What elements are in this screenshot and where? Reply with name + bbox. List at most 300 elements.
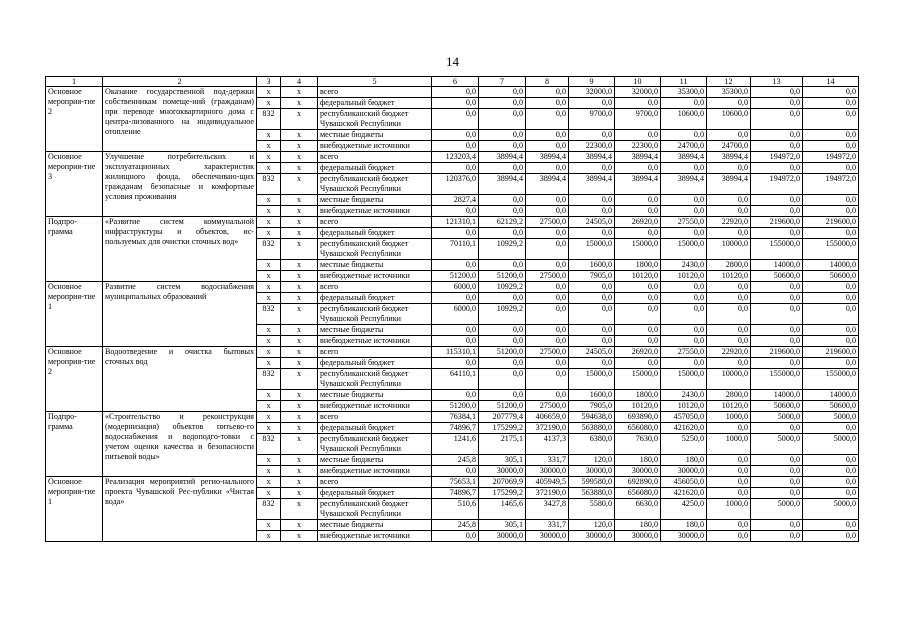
year-amount: 0,0 xyxy=(751,163,803,174)
budget-code: x xyxy=(257,325,281,336)
funding-source: внебюджетные источники xyxy=(318,206,432,217)
year-amount: 0,0 xyxy=(707,455,751,466)
year-amount: 406659,0 xyxy=(526,412,569,423)
budget-table xyxy=(45,76,859,542)
year-amount: 0,0 xyxy=(479,260,526,271)
year-amount: 0,0 xyxy=(803,423,859,434)
year-amount: 0,0 xyxy=(479,87,526,98)
column-number-10: 10 xyxy=(615,77,661,87)
year-amount: 0,0 xyxy=(707,336,751,347)
section-code: x xyxy=(281,455,318,466)
funding-source: внебюджетные источники xyxy=(318,336,432,347)
year-amount: 10120,0 xyxy=(661,271,707,282)
year-amount: 219600,0 xyxy=(751,217,803,228)
year-amount: 50600,0 xyxy=(751,271,803,282)
column-number-4: 4 xyxy=(281,77,318,87)
year-amount: 155000,0 xyxy=(751,239,803,260)
year-amount: 0,0 xyxy=(707,488,751,499)
year-amount: 14000,0 xyxy=(803,260,859,271)
year-amount: 1000,0 xyxy=(707,499,751,520)
budget-code: x xyxy=(257,163,281,174)
year-amount: 0,0 xyxy=(707,304,751,325)
year-amount: 10929,2 xyxy=(479,304,526,325)
section-code: x xyxy=(281,109,318,130)
year-amount: 0,0 xyxy=(707,98,751,109)
year-amount: 0,0 xyxy=(803,520,859,531)
year-amount: 0,0 xyxy=(803,477,859,488)
year-amount: 121310,1 xyxy=(432,217,479,228)
year-amount: 50600,0 xyxy=(803,401,859,412)
year-amount: 0,0 xyxy=(661,228,707,239)
year-amount: 0,0 xyxy=(432,390,479,401)
year-amount: 0,0 xyxy=(432,531,479,542)
year-amount: 245,8 xyxy=(432,520,479,531)
column-number-8: 8 xyxy=(526,77,569,87)
section-code: x xyxy=(281,130,318,141)
year-amount: 15000,0 xyxy=(615,239,661,260)
year-amount: 5250,0 xyxy=(661,434,707,455)
year-amount: 0,0 xyxy=(569,130,615,141)
year-amount: 38994,4 xyxy=(615,174,661,195)
year-amount: 0,0 xyxy=(707,195,751,206)
year-amount: 194972,0 xyxy=(751,174,803,195)
year-amount: 0,0 xyxy=(751,488,803,499)
funding-source: внебюджетные источники xyxy=(318,466,432,477)
section-code: x xyxy=(281,260,318,271)
year-amount: 1241,6 xyxy=(432,434,479,455)
year-amount: 0,0 xyxy=(751,325,803,336)
funding-source: федеральный бюджет xyxy=(318,423,432,434)
year-amount: 0,0 xyxy=(803,195,859,206)
year-amount: 0,0 xyxy=(432,358,479,369)
year-amount: 0,0 xyxy=(751,293,803,304)
year-amount: 0,0 xyxy=(432,141,479,152)
funding-source: всего xyxy=(318,347,432,358)
budget-code: x xyxy=(257,98,281,109)
year-amount: 10929,2 xyxy=(479,282,526,293)
year-amount: 0,0 xyxy=(751,520,803,531)
year-amount: 0,0 xyxy=(661,293,707,304)
budget-code: 832 xyxy=(257,109,281,130)
year-amount: 0,0 xyxy=(479,336,526,347)
year-amount: 24505,0 xyxy=(569,217,615,228)
year-amount: 38994,4 xyxy=(479,174,526,195)
year-amount: 115310,1 xyxy=(432,347,479,358)
funding-source: республиканский бюджет Чувашской Республики xyxy=(318,434,432,455)
year-amount: 24700,0 xyxy=(707,141,751,152)
section-code: x xyxy=(281,477,318,488)
program-name: Водоотведение и очистка бытовых сточных вод xyxy=(103,347,257,412)
year-amount: 0,0 xyxy=(615,336,661,347)
table-row xyxy=(46,87,859,98)
year-amount: 0,0 xyxy=(803,206,859,217)
budget-code: 832 xyxy=(257,304,281,325)
program-type: Подпро-грамма xyxy=(46,217,103,282)
year-amount: 0,0 xyxy=(707,130,751,141)
year-amount: 0,0 xyxy=(479,206,526,217)
year-amount: 2800,0 xyxy=(707,260,751,271)
year-amount: 15000,0 xyxy=(661,239,707,260)
year-amount: 194972,0 xyxy=(803,174,859,195)
budget-code: x xyxy=(257,477,281,488)
year-amount: 0,0 xyxy=(526,282,569,293)
year-amount: 245,8 xyxy=(432,455,479,466)
year-amount: 175299,2 xyxy=(479,423,526,434)
year-amount: 30000,0 xyxy=(615,466,661,477)
funding-source: федеральный бюджет xyxy=(318,228,432,239)
year-amount: 0,0 xyxy=(661,304,707,325)
year-amount: 180,0 xyxy=(615,520,661,531)
budget-code: x xyxy=(257,531,281,542)
year-amount: 51200,0 xyxy=(479,347,526,358)
year-amount: 1000,0 xyxy=(707,434,751,455)
table-row xyxy=(46,412,859,423)
year-amount: 38994,4 xyxy=(479,152,526,163)
year-amount: 0,0 xyxy=(803,109,859,130)
year-amount: 22920,0 xyxy=(707,347,751,358)
year-amount: 24505,0 xyxy=(569,347,615,358)
section-code: x xyxy=(281,423,318,434)
budget-code: x xyxy=(257,141,281,152)
budget-code: 832 xyxy=(257,369,281,390)
year-amount: 51200,0 xyxy=(432,401,479,412)
section-code: x xyxy=(281,499,318,520)
budget-code: x xyxy=(257,87,281,98)
section-code: x xyxy=(281,141,318,152)
funding-source: всего xyxy=(318,477,432,488)
year-amount: 27500,0 xyxy=(526,271,569,282)
year-amount: 27500,0 xyxy=(526,217,569,228)
year-amount: 24700,0 xyxy=(661,141,707,152)
year-amount: 305,1 xyxy=(479,520,526,531)
funding-source: федеральный бюджет xyxy=(318,98,432,109)
section-code: x xyxy=(281,152,318,163)
section-code: x xyxy=(281,163,318,174)
budget-code: x xyxy=(257,152,281,163)
funding-source: местные бюджеты xyxy=(318,325,432,336)
year-amount: 0,0 xyxy=(751,423,803,434)
year-amount: 0,0 xyxy=(803,87,859,98)
funding-source: республиканский бюджет Чувашской Республики xyxy=(318,174,432,195)
year-amount: 0,0 xyxy=(479,293,526,304)
funding-source: внебюджетные источники xyxy=(318,271,432,282)
year-amount: 0,0 xyxy=(803,163,859,174)
year-amount: 0,0 xyxy=(661,163,707,174)
year-amount: 0,0 xyxy=(432,228,479,239)
year-amount: 30000,0 xyxy=(569,531,615,542)
column-number-5: 5 xyxy=(318,77,432,87)
year-amount: 10120,0 xyxy=(615,401,661,412)
funding-source: местные бюджеты xyxy=(318,390,432,401)
year-amount: 331,7 xyxy=(526,520,569,531)
year-amount: 510,6 xyxy=(432,499,479,520)
section-code: x xyxy=(281,466,318,477)
year-amount: 0,0 xyxy=(479,195,526,206)
year-amount: 1000,0 xyxy=(707,412,751,423)
year-amount: 38994,4 xyxy=(707,174,751,195)
year-amount: 64110,1 xyxy=(432,369,479,390)
year-amount: 0,0 xyxy=(751,477,803,488)
year-amount: 0,0 xyxy=(707,293,751,304)
year-amount: 9700,0 xyxy=(569,109,615,130)
funding-source: республиканский бюджет Чувашской Республики xyxy=(318,304,432,325)
section-code: x xyxy=(281,271,318,282)
budget-code: x xyxy=(257,358,281,369)
year-amount: 15000,0 xyxy=(569,239,615,260)
year-amount: 10120,0 xyxy=(615,271,661,282)
year-amount: 15000,0 xyxy=(569,369,615,390)
year-amount: 0,0 xyxy=(707,477,751,488)
year-amount: 0,0 xyxy=(615,282,661,293)
year-amount: 74896,7 xyxy=(432,488,479,499)
section-code: x xyxy=(281,434,318,455)
year-amount: 0,0 xyxy=(707,228,751,239)
year-amount: 0,0 xyxy=(569,98,615,109)
year-amount: 38994,4 xyxy=(615,152,661,163)
year-amount: 0,0 xyxy=(751,141,803,152)
year-amount: 32000,0 xyxy=(615,87,661,98)
year-amount: 50600,0 xyxy=(803,271,859,282)
year-amount: 6630,0 xyxy=(615,499,661,520)
budget-code: x xyxy=(257,466,281,477)
section-code: x xyxy=(281,336,318,347)
year-amount: 0,0 xyxy=(526,109,569,130)
year-amount: 38994,4 xyxy=(569,152,615,163)
year-amount: 0,0 xyxy=(615,206,661,217)
year-amount: 0,0 xyxy=(569,336,615,347)
year-amount: 4250,0 xyxy=(661,499,707,520)
year-amount: 5000,0 xyxy=(751,434,803,455)
year-amount: 7630,0 xyxy=(615,434,661,455)
section-code: x xyxy=(281,347,318,358)
year-amount: 0,0 xyxy=(615,163,661,174)
budget-code: x xyxy=(257,520,281,531)
year-amount: 0,0 xyxy=(803,531,859,542)
year-amount: 0,0 xyxy=(569,325,615,336)
year-amount: 27500,0 xyxy=(526,347,569,358)
year-amount: 0,0 xyxy=(751,304,803,325)
year-amount: 120,0 xyxy=(569,455,615,466)
year-amount: 35300,0 xyxy=(707,87,751,98)
year-amount: 180,0 xyxy=(661,520,707,531)
year-amount: 0,0 xyxy=(432,98,479,109)
budget-code: x xyxy=(257,206,281,217)
year-amount: 599580,0 xyxy=(569,477,615,488)
year-amount: 0,0 xyxy=(803,282,859,293)
year-amount: 0,0 xyxy=(751,206,803,217)
year-amount: 74896,7 xyxy=(432,423,479,434)
table-row xyxy=(46,477,859,488)
year-amount: 10000,0 xyxy=(707,239,751,260)
year-amount: 0,0 xyxy=(526,390,569,401)
year-amount: 0,0 xyxy=(615,228,661,239)
funding-source: местные бюджеты xyxy=(318,195,432,206)
year-amount: 563880,0 xyxy=(569,423,615,434)
year-amount: 1800,0 xyxy=(615,260,661,271)
year-amount: 692890,0 xyxy=(615,477,661,488)
year-amount: 1465,6 xyxy=(479,499,526,520)
year-amount: 180,0 xyxy=(615,455,661,466)
year-amount: 10600,0 xyxy=(707,109,751,130)
year-amount: 22300,0 xyxy=(569,141,615,152)
year-amount: 14000,0 xyxy=(803,390,859,401)
year-amount: 180,0 xyxy=(661,455,707,466)
year-amount: 70110,1 xyxy=(432,239,479,260)
budget-code: x xyxy=(257,336,281,347)
program-name: «Развитие систем коммунальной инфраструктуры и объектов, ис-пользуемых для очистки сточных вод» xyxy=(103,217,257,282)
year-amount: 32000,0 xyxy=(569,87,615,98)
year-amount: 0,0 xyxy=(751,466,803,477)
funding-source: внебюджетные источники xyxy=(318,141,432,152)
year-amount: 207779,4 xyxy=(479,412,526,423)
budget-code: x xyxy=(257,217,281,228)
column-number-12: 12 xyxy=(707,77,751,87)
year-amount: 0,0 xyxy=(803,293,859,304)
funding-source: всего xyxy=(318,152,432,163)
year-amount: 0,0 xyxy=(526,239,569,260)
budget-code: x xyxy=(257,423,281,434)
column-number-9: 9 xyxy=(569,77,615,87)
year-amount: 0,0 xyxy=(432,293,479,304)
year-amount: 0,0 xyxy=(707,466,751,477)
year-amount: 0,0 xyxy=(479,369,526,390)
year-amount: 0,0 xyxy=(479,98,526,109)
year-amount: 0,0 xyxy=(432,325,479,336)
year-amount: 6000,0 xyxy=(432,282,479,293)
year-amount: 0,0 xyxy=(479,325,526,336)
year-amount: 0,0 xyxy=(615,304,661,325)
budget-code: x xyxy=(257,260,281,271)
year-amount: 0,0 xyxy=(526,325,569,336)
year-amount: 0,0 xyxy=(615,358,661,369)
year-amount: 563880,0 xyxy=(569,488,615,499)
year-amount: 62129,2 xyxy=(479,217,526,228)
budget-code: 832 xyxy=(257,499,281,520)
year-amount: 30000,0 xyxy=(479,531,526,542)
year-amount: 0,0 xyxy=(803,336,859,347)
year-amount: 27550,0 xyxy=(661,347,707,358)
year-amount: 219600,0 xyxy=(751,347,803,358)
year-amount: 405949,5 xyxy=(526,477,569,488)
year-amount: 0,0 xyxy=(432,163,479,174)
year-amount: 457050,0 xyxy=(661,412,707,423)
year-amount: 0,0 xyxy=(432,87,479,98)
budget-code: x xyxy=(257,347,281,358)
section-code: x xyxy=(281,358,318,369)
column-number-14: 14 xyxy=(803,77,859,87)
year-amount: 30000,0 xyxy=(615,531,661,542)
table-row xyxy=(46,347,859,358)
year-amount: 0,0 xyxy=(803,488,859,499)
year-amount: 10120,0 xyxy=(707,271,751,282)
year-amount: 1800,0 xyxy=(615,390,661,401)
year-amount: 0,0 xyxy=(569,163,615,174)
year-amount: 421620,0 xyxy=(661,488,707,499)
year-amount: 2827,4 xyxy=(432,195,479,206)
program-name: Развитие систем водоснабжения муниципальных образований xyxy=(103,282,257,347)
year-amount: 5000,0 xyxy=(751,412,803,423)
year-amount: 38994,4 xyxy=(661,152,707,163)
year-amount: 0,0 xyxy=(615,293,661,304)
year-amount: 0,0 xyxy=(569,293,615,304)
budget-code: x xyxy=(257,195,281,206)
year-amount: 0,0 xyxy=(661,358,707,369)
year-amount: 2430,0 xyxy=(661,390,707,401)
year-amount: 27550,0 xyxy=(661,217,707,228)
year-amount: 22920,0 xyxy=(707,217,751,228)
year-amount: 0,0 xyxy=(803,228,859,239)
year-amount: 0,0 xyxy=(803,358,859,369)
column-number-3: 3 xyxy=(257,77,281,87)
year-amount: 0,0 xyxy=(707,163,751,174)
year-amount: 38994,4 xyxy=(569,174,615,195)
year-amount: 155000,0 xyxy=(751,369,803,390)
year-amount: 305,1 xyxy=(479,455,526,466)
funding-source: местные бюджеты xyxy=(318,455,432,466)
table-row xyxy=(46,152,859,163)
year-amount: 10929,2 xyxy=(479,239,526,260)
funding-source: всего xyxy=(318,412,432,423)
year-amount: 0,0 xyxy=(661,336,707,347)
year-amount: 0,0 xyxy=(479,228,526,239)
funding-source: местные бюджеты xyxy=(318,260,432,271)
section-code: x xyxy=(281,401,318,412)
year-amount: 0,0 xyxy=(803,304,859,325)
year-amount: 26920,0 xyxy=(615,347,661,358)
year-amount: 35300,0 xyxy=(661,87,707,98)
funding-source: республиканский бюджет Чувашской Республики xyxy=(318,499,432,520)
year-amount: 0,0 xyxy=(751,130,803,141)
year-amount: 0,0 xyxy=(569,228,615,239)
funding-source: местные бюджеты xyxy=(318,520,432,531)
year-amount: 9700,0 xyxy=(615,109,661,130)
year-amount: 0,0 xyxy=(432,466,479,477)
year-amount: 10600,0 xyxy=(661,109,707,130)
program-name: «Строительство и реконструкция (модернизация) объектов питьево-го водоснабжения и водоподго-товки с учетом оценки качества и безопасности питьевой воды» xyxy=(103,412,257,477)
year-amount: 6380,0 xyxy=(569,434,615,455)
section-code: x xyxy=(281,98,318,109)
year-amount: 0,0 xyxy=(751,455,803,466)
year-amount: 0,0 xyxy=(615,130,661,141)
section-code: x xyxy=(281,174,318,195)
section-code: x xyxy=(281,412,318,423)
year-amount: 123203,4 xyxy=(432,152,479,163)
year-amount: 30000,0 xyxy=(661,466,707,477)
year-amount: 175299,2 xyxy=(479,488,526,499)
year-amount: 0,0 xyxy=(432,260,479,271)
year-amount: 3427,8 xyxy=(526,499,569,520)
year-amount: 75653,1 xyxy=(432,477,479,488)
header-row xyxy=(46,77,859,87)
program-name: Оказание государственной под-держки собственникам помеще-ний (гражданам) при переводе многоквартирного дома с центра-лизованного на индивидуальное отопление xyxy=(103,87,257,152)
year-amount: 5000,0 xyxy=(803,412,859,423)
section-code: x xyxy=(281,206,318,217)
year-amount: 0,0 xyxy=(661,98,707,109)
year-amount: 0,0 xyxy=(661,130,707,141)
year-amount: 0,0 xyxy=(707,423,751,434)
year-amount: 0,0 xyxy=(569,358,615,369)
year-amount: 0,0 xyxy=(751,358,803,369)
section-code: x xyxy=(281,282,318,293)
year-amount: 0,0 xyxy=(526,228,569,239)
year-amount: 30000,0 xyxy=(526,531,569,542)
section-code: x xyxy=(281,520,318,531)
funding-source: местные бюджеты xyxy=(318,130,432,141)
budget-code: x xyxy=(257,401,281,412)
year-amount: 15000,0 xyxy=(661,369,707,390)
year-amount: 5000,0 xyxy=(803,434,859,455)
column-number-13: 13 xyxy=(751,77,803,87)
